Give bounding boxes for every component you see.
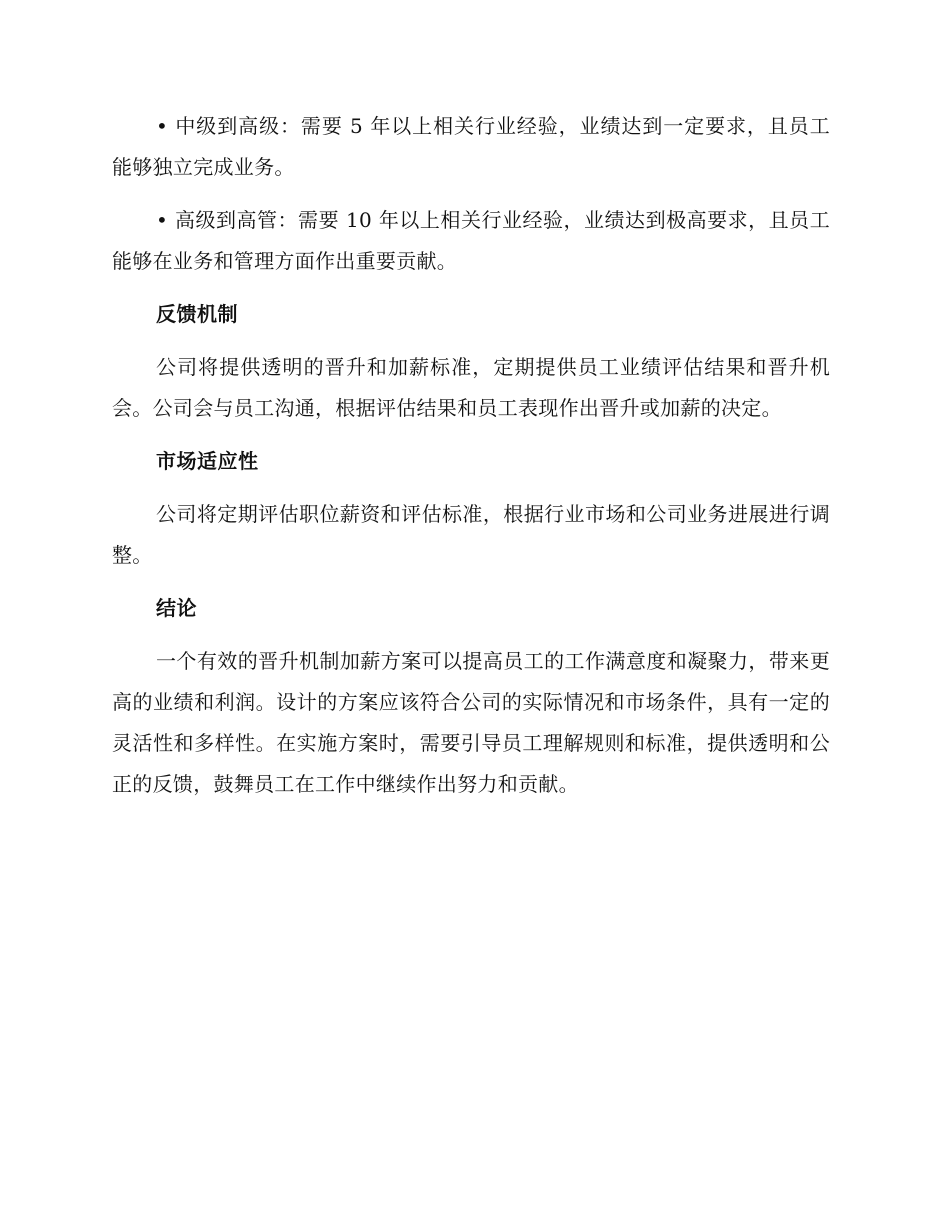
market-heading: 市场适应性 (156, 449, 259, 473)
bullet-mid-to-senior: • 中级到高级：需要 5 年以上相关行业经验，业绩达到一定要求，且员工能够独立完成业务。 (112, 114, 830, 179)
feedback-heading: 反馈机制 (156, 302, 238, 326)
feedback-paragraph: 公司将提供透明的晋升和加薪标准，定期提供员工业绩评估结果和晋升机会。公司会与员工沟通，根据评估结果和员工表现作出晋升或加薪的决定。 (112, 355, 830, 420)
market-paragraph: 公司将定期评估职位薪资和评估标准，根据行业市场和公司业务进展进行调整。 (112, 502, 830, 567)
conclusion-heading: 结论 (156, 596, 197, 620)
conclusion-paragraph: 一个有效的晋升机制加薪方案可以提高员工的工作满意度和凝聚力，带来更高的业绩和利润。设计的方案应该符合公司的实际情况和市场条件，具有一定的灵活性和多样性。在实施方案时，需要引导员工理解规则和标准，提供透明和公正的反馈，鼓舞员工在工作中继续作出努力和贡献。 (112, 649, 830, 796)
document-page (112, 106, 830, 805)
bullet-senior-to-exec: • 高级到高管：需要 10 年以上相关行业经验，业绩达到极高要求，且员工能够在业务和管理方面作出重要贡献。 (112, 208, 830, 273)
